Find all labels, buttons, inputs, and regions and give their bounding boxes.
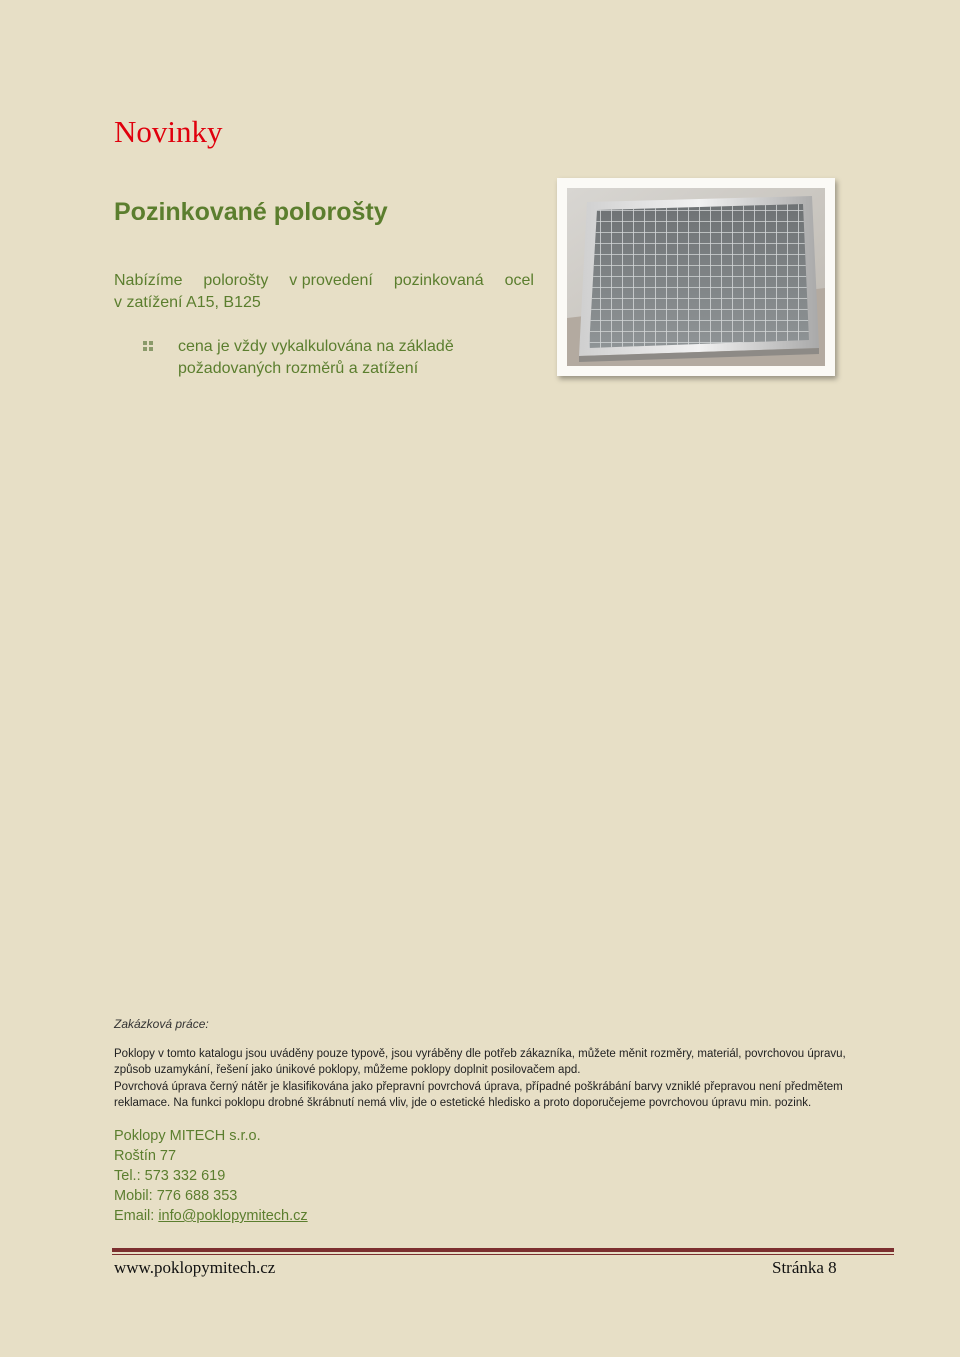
email-line: [114, 1206, 308, 1226]
mobile-line: [114, 1186, 308, 1206]
custom-work-paragraph: Povrchová úprava černý nátěr je klasifikována jako přepravní povrchová úprava, případné poškrábání barvy vzniklé přepravou není předmětem reklamace. Na funkci poklopu drobné škrábnutí nemá vliv, jde o estetické hledisko a proto doporučejeme povrchovou úpravu min. pozink.: [114, 1081, 843, 1109]
email-link[interactable]: info@poklopymitech.cz: [158, 1208, 308, 1224]
intro-word: polorošty: [203, 272, 269, 289]
mobile-number: 776 688 353: [156, 1188, 238, 1204]
contact-block: [114, 1126, 308, 1226]
custom-work-text: [114, 1046, 874, 1112]
intro-word: Nabízíme: [114, 272, 183, 289]
company-address: Roštín 77: [114, 1148, 177, 1164]
product-photo: [557, 178, 835, 376]
custom-work-paragraph: Poklopy v tomto katalogu jsou uváděny pouze typově, jsou vyráběny dle potřeb zákazníka, můžete měnit rozměry, materiál, povrchovou úpravu, způsob uzamykání, řešení jako únikové poklopy, můžeme poklopy doplnit posilovačem apd.: [114, 1048, 846, 1076]
intro-text: [114, 270, 534, 314]
grating-photo-image: [567, 188, 825, 366]
footer-rule: [112, 1248, 894, 1252]
bullet-text: cena je vždy vykalkulována na základě požadovaných rozměrů a zatížení: [178, 338, 454, 377]
email-label: Email:: [114, 1208, 159, 1224]
intro-word: v provedení: [289, 272, 373, 289]
grid-bullet-icon: [143, 341, 153, 351]
phone-number: 573 332 619: [144, 1168, 226, 1184]
phone-label: Tel.:: [114, 1168, 145, 1184]
intro-word: ocel: [504, 272, 534, 289]
intro-line-2: v zatížení A15, B125: [114, 294, 261, 311]
section-title: Pozinkované polorošty: [114, 198, 388, 226]
page-number: Stránka 8: [772, 1258, 837, 1277]
intro-word: pozinkovaná: [393, 272, 484, 289]
custom-work-label: Zakázková práce:: [114, 1017, 209, 1031]
footer-website: www.poklopymitech.cz: [114, 1258, 276, 1277]
phone-line: [114, 1166, 308, 1186]
company-name: Poklopy MITECH s.r.o.: [114, 1128, 261, 1144]
mobile-label: Mobil:: [114, 1188, 157, 1204]
footer-rule-thin: [112, 1254, 894, 1255]
page-heading: Novinky: [114, 114, 223, 149]
